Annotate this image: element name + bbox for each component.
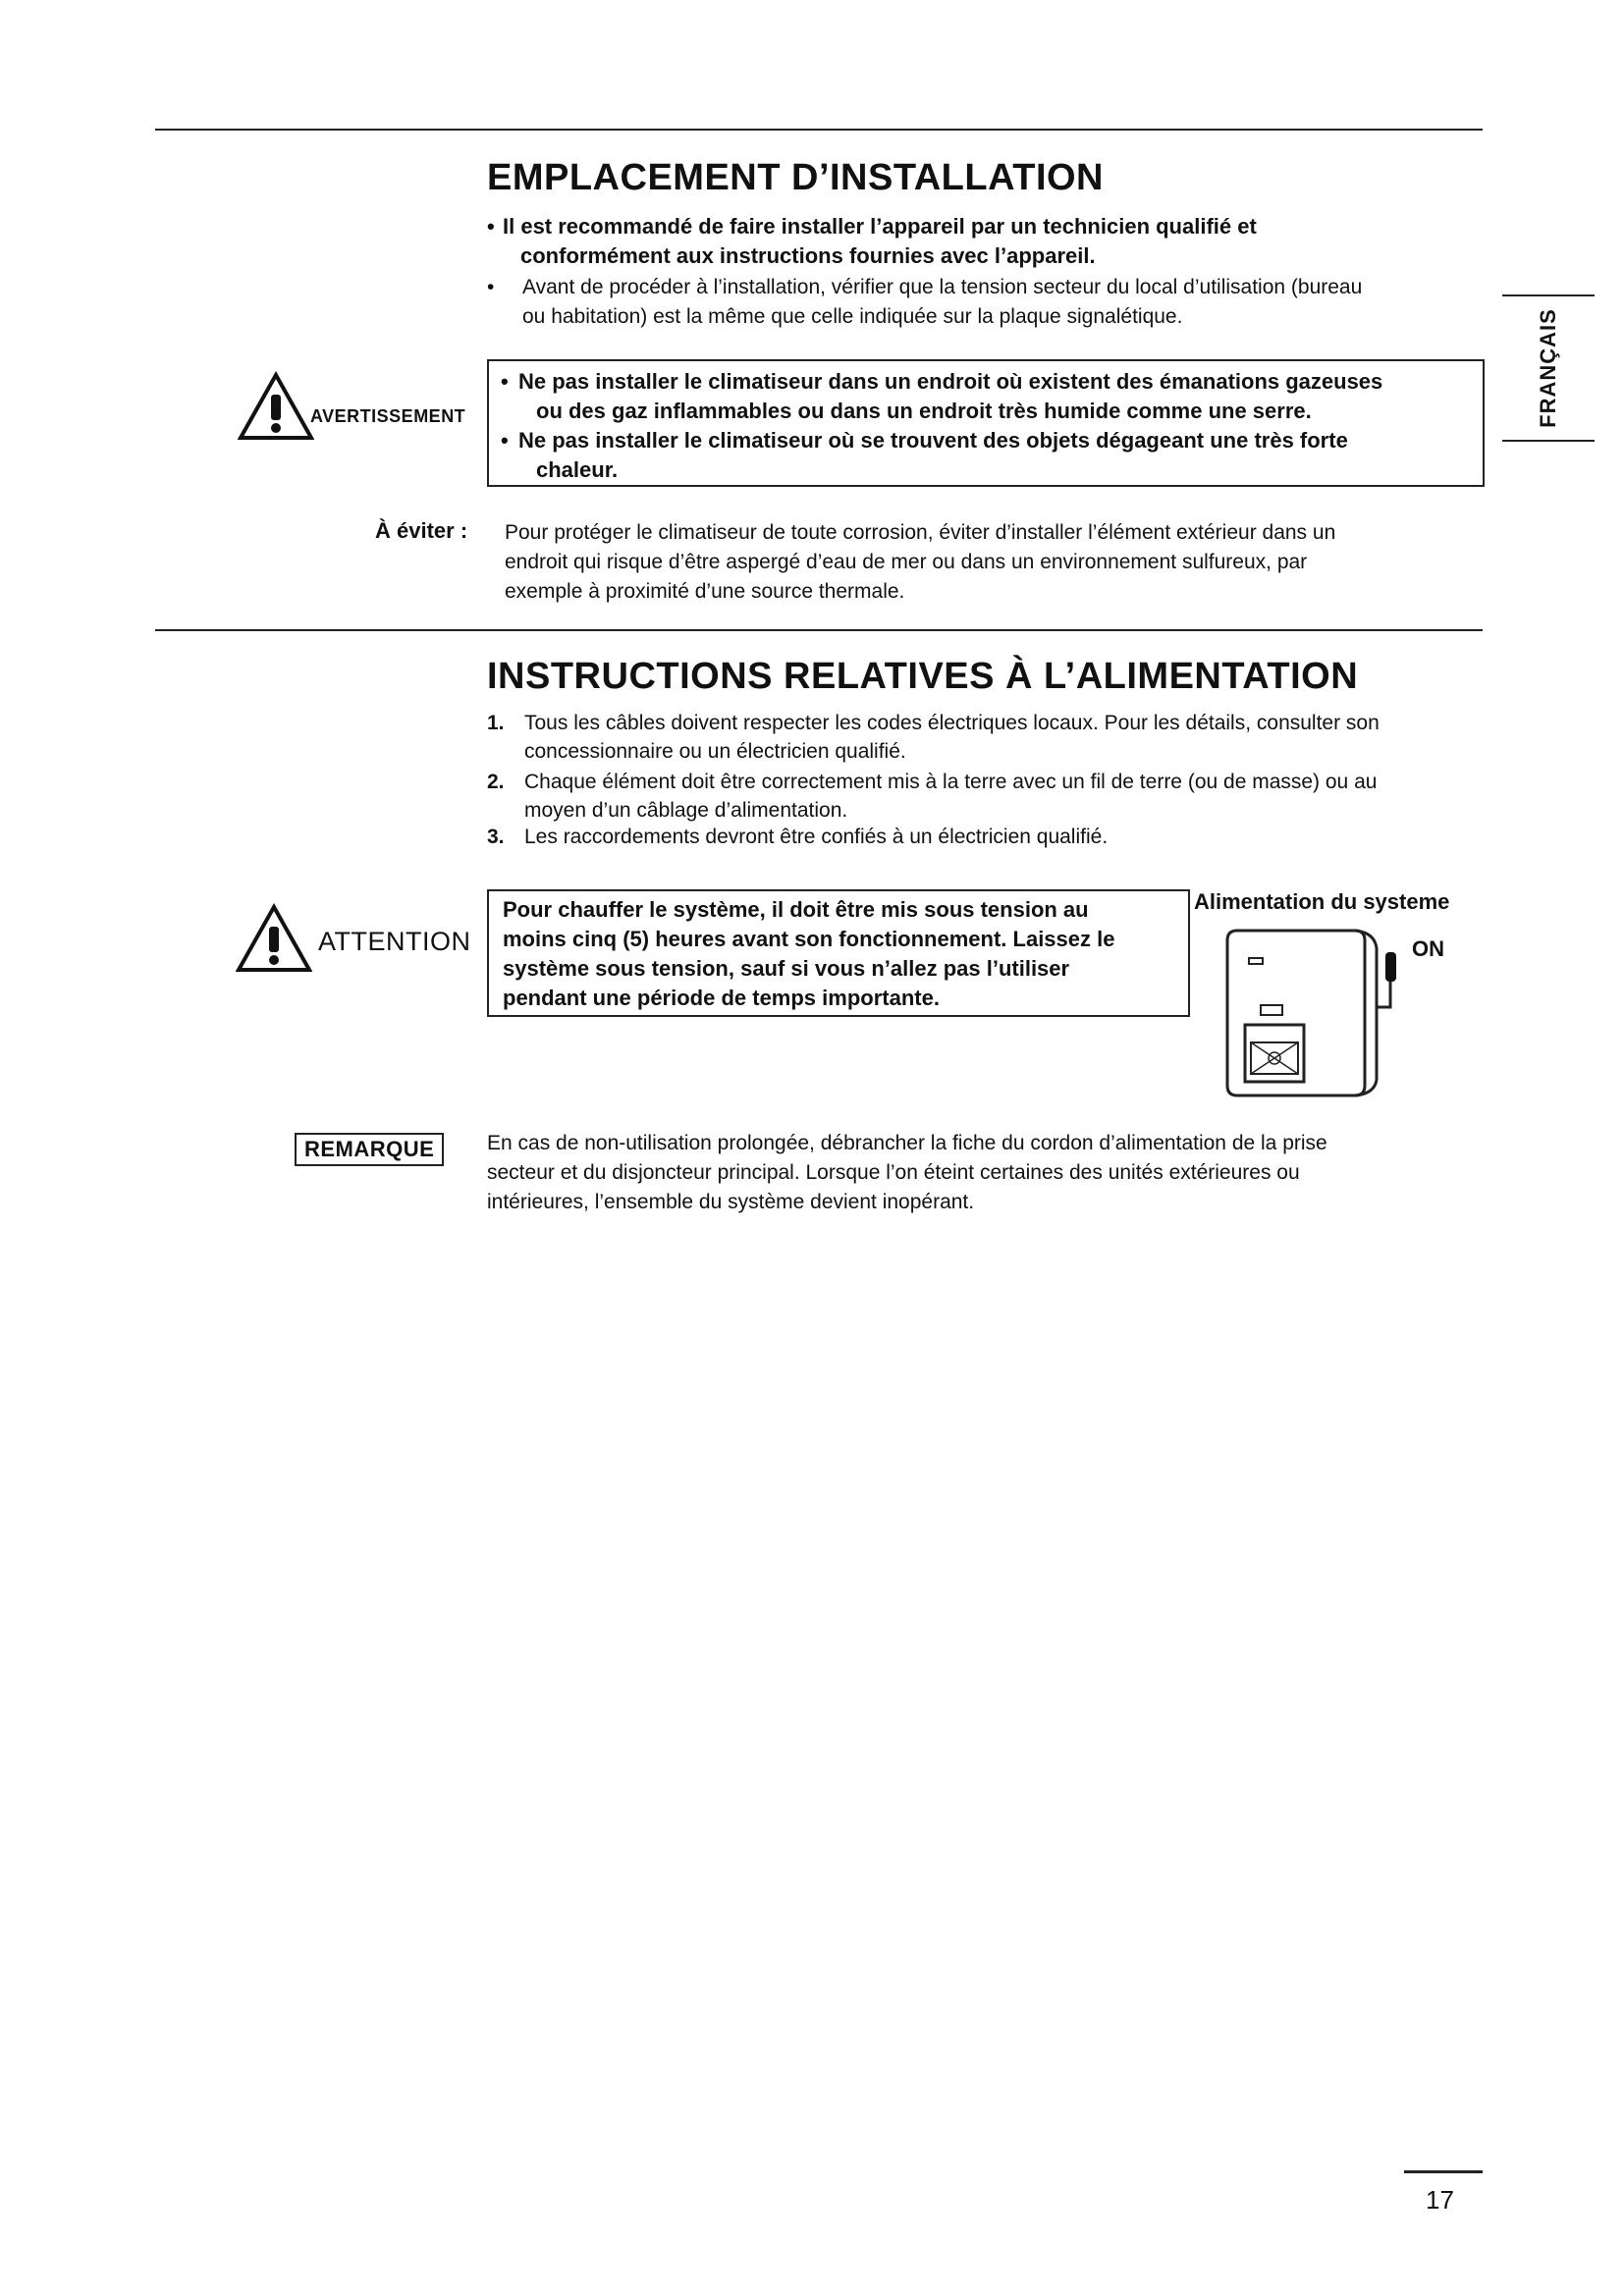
figure-on-label: ON <box>1412 936 1444 961</box>
page-number: 17 <box>1426 2185 1454 2215</box>
bullet-1-line-2: conformément aux instructions fournies avec l’appareil. <box>520 243 1096 268</box>
top-rule <box>155 129 1483 131</box>
power-switch-illustration <box>1208 919 1404 1105</box>
instruction-item-2: 2. Chaque élément doit être correctement mis à la terre avec un fil de terre (ou de masse) ou au moyen d’un câblage d’alimentation. <box>487 771 1378 822</box>
warning-box <box>487 359 1485 487</box>
remark-tag: REMARQUE <box>295 1133 444 1166</box>
avoid-label: À éviter : <box>375 518 468 543</box>
warning-item-2: • Ne pas installer le climatiseur où se trouvent des objets dégageant une très forte chaleur. <box>501 428 1348 482</box>
figure-caption: Alimentation du systeme <box>1194 889 1450 914</box>
avoid-text: Pour protéger le climatiseur de toute corrosion, éviter d’installer l’élément extérieur dans un endroit qui risque d’être aspergé d’eau de mer ou dans un environnement sulfureux, par exemple à proximité d’une source thermale. <box>505 521 1336 603</box>
warning-triangle-icon <box>236 903 312 974</box>
remark-text: En cas de non-utilisation prolongée, débrancher la fiche du cordon d’alimentation de la prise secteur et du disjoncteur principal. Lorsque l’on éteint certaines des unités extérieures ou intérieures, l’ensemble du système devient inopérant. <box>487 1132 1327 1213</box>
section1-bullet-2: • Avant de procéder à l’installation, vérifier que la tension secteur du local d’utilisation (bureau ou habitation) est la même que celle indiquée sur la plaque signalétique. <box>487 276 1363 328</box>
section1-title: EMPLACEMENT D’INSTALLATION <box>487 157 1104 198</box>
bullet-2-line-2: ou habitation) est la même que celle indiquée sur la plaque signalétique. <box>522 305 1183 328</box>
instruction-item-3: 3. Les raccordements devront être confiés à un électricien qualifié. <box>487 826 1109 848</box>
bullet-2-line-1: Avant de procéder à l’installation, vérifier que la tension secteur du local d’utilisation (bureau <box>522 276 1363 298</box>
language-tab-label: FRANÇAIS <box>1536 308 1560 428</box>
language-tab <box>1502 294 1595 442</box>
warning-item-1: • Ne pas installer le climatiseur dans un endroit où existent des émanations gazeuses ou des gaz inflammables ou dans un endroit très humide comme une serre. <box>501 369 1383 423</box>
section1-bullet-1: • Il est recommandé de faire installer l’appareil par un technicien qualifié et conformément aux instructions fournies avec l’appareil. <box>487 214 1257 268</box>
page-number-rule <box>1404 2170 1483 2173</box>
attention-label: ATTENTION <box>318 927 471 956</box>
section2-title: INSTRUCTIONS RELATIVES À L’ALIMENTATION <box>487 656 1359 697</box>
warning-label-group <box>238 371 473 450</box>
warning-label: AVERTISSEMENT <box>310 406 466 426</box>
warning-triangle-icon <box>238 371 314 442</box>
attention-label-group <box>236 903 481 982</box>
bullet-1-line-1: Il est recommandé de faire installer l’appareil par un technicien qualifié et <box>503 214 1257 239</box>
middle-rule <box>155 629 1483 631</box>
instruction-item-1: 1. Tous les câbles doivent respecter les codes électriques locaux. Pour les détails, consulter son concessionnaire ou un électricien qualifié. <box>487 712 1380 763</box>
attention-box: Pour chauffer le système, il doit être mis sous tension au moins cinq (5) heures avant son fonctionnement. Laissez le système sous tension, sauf si vous n’allez pas l’utiliser pendant une période de temps importante. <box>487 889 1190 1017</box>
